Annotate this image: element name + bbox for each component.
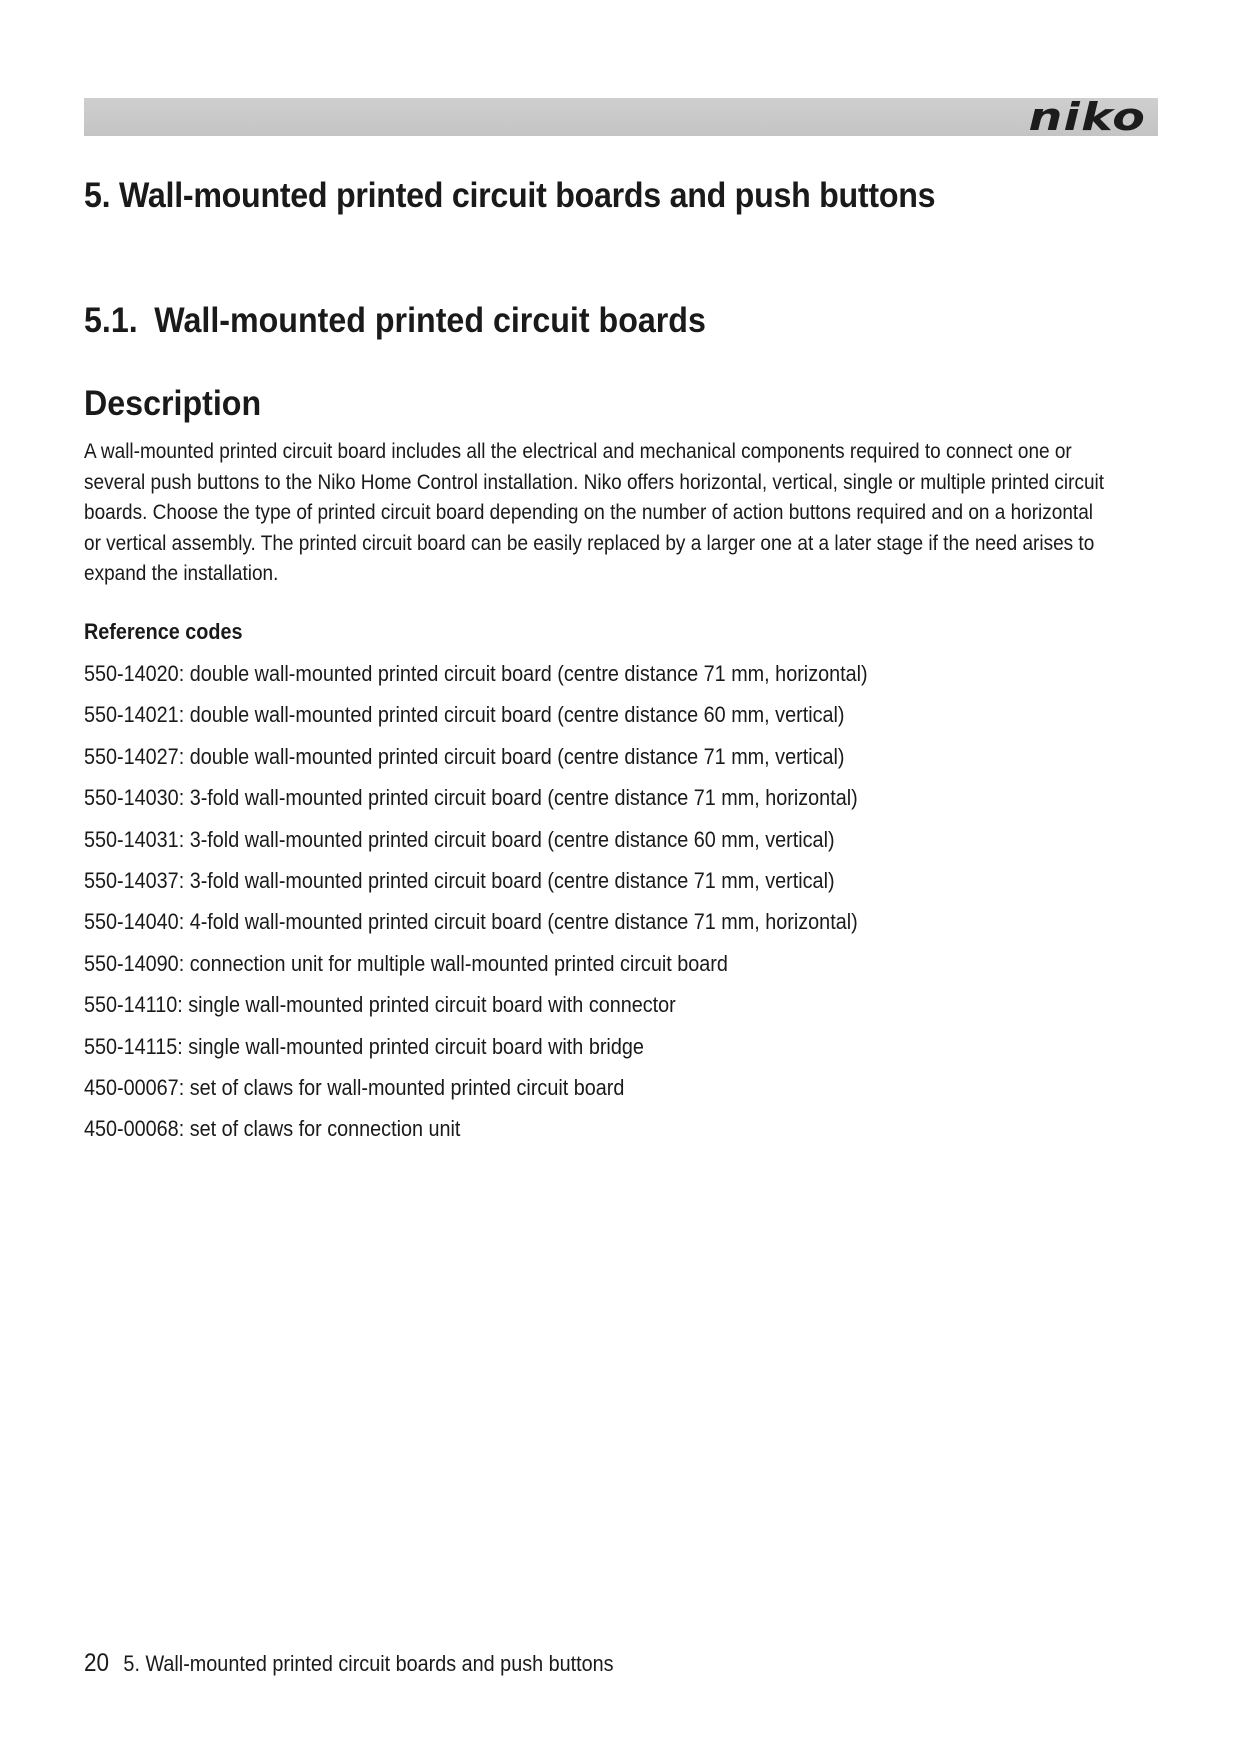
reference-code-list: [84, 659, 955, 1156]
description-line: or vertical assembly. The printed circuit board can be easily replaced by a larger one at a later stage if the need arises to: [84, 531, 1095, 555]
description-line: expand the installation.: [84, 562, 279, 585]
description-line: boards. Choose the type of printed circuit board depending on the number of action buttons required and on a horizontal: [84, 501, 1094, 524]
reference-codes-heading: Reference codes: [84, 619, 243, 644]
page-number: 20: [84, 1649, 110, 1677]
reference-code-item: 550-14027: double wall-mounted printed circuit board (centre distance 71 mm, vertical): [84, 743, 845, 769]
reference-code-item: 550-14021: double wall-mounted printed circuit board (centre distance 60 mm, vertical): [84, 702, 845, 728]
section-title: Wall-mounted printed circuit boards: [154, 301, 706, 340]
reference-code-item: 550-14110: single wall-mounted printed circuit board with connector: [84, 992, 676, 1018]
header-bar: [84, 95, 1158, 139]
reference-code-item: 550-14030: 3-fold wall-mounted printed circuit board (centre distance 71 mm, horizontal): [84, 785, 858, 811]
description-heading: Description: [84, 384, 262, 423]
description-paragraph: [84, 437, 1116, 590]
chapter-title: 5. Wall-mounted printed circuit boards and push buttons: [84, 176, 936, 215]
description-line: A wall-mounted printed circuit board includes all the electrical and mechanical components required to connect one or: [84, 440, 1072, 463]
footer-chapter: 5. Wall-mounted printed circuit boards and push buttons: [123, 1651, 614, 1676]
description-line: several push buttons to the Niko Home Control installation. Niko offers horizontal, vertical, single or multiple printed circuit: [84, 470, 1105, 494]
reference-code-item: 450-00068: set of claws for connection unit: [84, 1116, 461, 1142]
reference-code-item: 550-14090: connection unit for multiple wall-mounted printed circuit board: [84, 950, 728, 976]
reference-code-item: 550-14020: double wall-mounted printed circuit board (centre distance 71 mm, horizontal): [84, 661, 868, 686]
reference-code-item: 550-14040: 4-fold wall-mounted printed circuit board (centre distance 71 mm, horizontal): [84, 909, 858, 935]
niko-logo: niko: [1028, 95, 1146, 139]
reference-code-item: 450-00067: set of claws for wall-mounted printed circuit board: [84, 1074, 625, 1100]
section-number: 5.1.: [84, 301, 138, 340]
reference-code-item: 550-14037: 3-fold wall-mounted printed circuit board (centre distance 71 mm, vertical): [84, 867, 835, 893]
section-heading: [84, 299, 706, 343]
reference-code-item: 550-14115: single wall-mounted printed circuit board with bridge: [84, 1033, 644, 1059]
reference-code-item: 550-14031: 3-fold wall-mounted printed circuit board (centre distance 60 mm, vertical): [84, 826, 835, 852]
page-footer: [84, 1648, 614, 1679]
